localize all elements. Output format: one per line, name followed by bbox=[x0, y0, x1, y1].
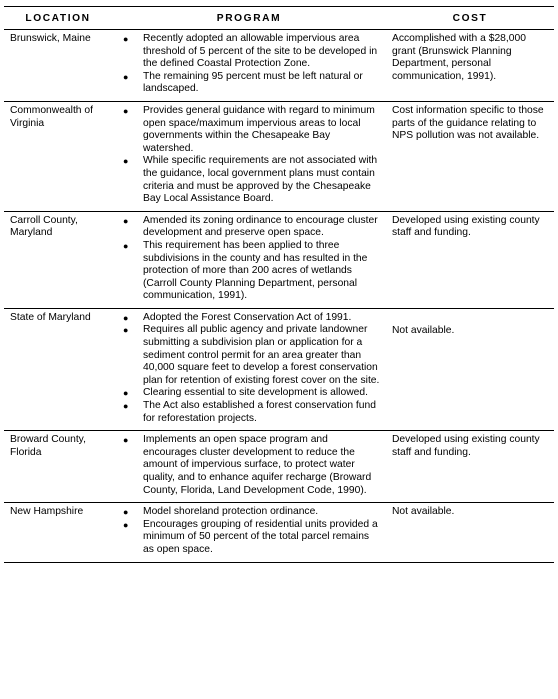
cost-cell: Developed using existing county staff and funding. bbox=[386, 211, 554, 308]
table-row bbox=[4, 101, 554, 211]
cost-cell: Accomplished with a $28,000 grant (Brunswick Planning Department, personal communication, 1991). bbox=[392, 33, 526, 82]
header-location: LOCATION bbox=[4, 7, 112, 30]
program-item-text: Recently adopted an allowable impervious area threshold of 5 percent of the site to be developed in the defined Coastal Protection Zone. bbox=[143, 33, 378, 70]
bullet-icon: ● bbox=[123, 240, 129, 251]
program-item-text: Implements an open space program and encourages cluster development to reduce the amount of impervious surface, to protect water quality, and to enhance aquifer recharge (Broward County, Florida, Land Development Code, 1990). bbox=[143, 434, 372, 496]
program-item-text: Requires all public agency and private landowner submitting a subdivision plan or application for a sediment control permit for an area greater than 40,000 square feet to develop a forest conservation plan for retention of existing forest cover on the site. bbox=[143, 324, 380, 386]
program-item-text: The Act also established a forest conservation fund for reforestation projects. bbox=[143, 400, 376, 424]
cost-cell: Not available. bbox=[386, 503, 554, 562]
bullet-icon: ● bbox=[123, 215, 129, 226]
table-body bbox=[4, 30, 554, 563]
table-row bbox=[4, 308, 554, 430]
bullet-icon: ● bbox=[123, 401, 129, 412]
list-item bbox=[112, 400, 382, 425]
program-item-text: Provides general guidance with regard to minimum open space/maximum impervious areas to local governments within the Chesapeake Bay watershed. bbox=[143, 104, 375, 154]
list-item bbox=[112, 215, 382, 240]
program-cell bbox=[112, 211, 386, 308]
location-cell: Broward County, Florida bbox=[4, 431, 112, 503]
table-row bbox=[4, 30, 554, 102]
bullet-icon: ● bbox=[123, 34, 129, 44]
program-item-text: Model shoreland protection ordinance. bbox=[143, 506, 319, 518]
bullet-icon: ● bbox=[123, 519, 129, 530]
program-list bbox=[112, 105, 382, 206]
list-item bbox=[112, 324, 382, 387]
program-list bbox=[112, 215, 382, 303]
bullet-icon: ● bbox=[123, 312, 129, 323]
bullet-icon: ● bbox=[123, 388, 129, 399]
location-cell: Carroll County, Maryland bbox=[4, 211, 112, 308]
program-table bbox=[4, 6, 554, 563]
program-cell bbox=[112, 308, 386, 430]
program-cell bbox=[112, 30, 386, 102]
program-list bbox=[112, 434, 382, 497]
table-row bbox=[4, 503, 554, 562]
header-program: PROGRAM bbox=[112, 7, 386, 30]
location-cell: New Hampshire bbox=[4, 503, 112, 562]
bullet-icon: ● bbox=[123, 507, 129, 518]
program-item-text: Clearing essential to site development is allowed. bbox=[143, 387, 368, 399]
program-cell bbox=[112, 503, 386, 562]
program-item-text: Amended its zoning ordinance to encourage cluster development and preserve open space. bbox=[143, 214, 378, 239]
list-item bbox=[112, 506, 382, 519]
list-item bbox=[112, 33, 382, 71]
bullet-icon: ● bbox=[123, 71, 129, 82]
program-cell bbox=[112, 101, 386, 211]
list-item bbox=[112, 240, 382, 303]
list-item bbox=[112, 312, 382, 325]
list-item bbox=[112, 434, 382, 497]
list-item bbox=[112, 519, 382, 557]
program-item-text: The remaining 95 percent must be left natural or landscaped. bbox=[143, 70, 363, 95]
list-item bbox=[112, 387, 382, 400]
table-row bbox=[4, 211, 554, 308]
table-row bbox=[4, 431, 554, 503]
program-item-text: This requirement has been applied to three subdivisions in the county and has resulted in the protection of more than 200 acres of wetlands (Carroll County Planning Department, personal communication, 1991). bbox=[143, 239, 368, 302]
header-cost: COST bbox=[386, 7, 554, 30]
bullet-icon: ● bbox=[123, 325, 129, 336]
bullet-icon: ● bbox=[123, 156, 129, 167]
location-cell: Commonwealth of Virginia bbox=[4, 101, 112, 211]
location-cell: Brunswick, Maine bbox=[10, 33, 91, 44]
list-item bbox=[112, 155, 382, 205]
location-cell: State of Maryland bbox=[4, 308, 112, 430]
program-cell bbox=[112, 431, 386, 503]
bullet-icon: ● bbox=[123, 105, 129, 116]
program-item-text: Encourages grouping of residential units provided a minimum of 50 percent of the total parcel remains as open space. bbox=[143, 518, 378, 555]
program-list bbox=[112, 506, 382, 556]
list-item bbox=[112, 71, 382, 96]
header-row bbox=[4, 7, 554, 30]
program-item-text: While specific requirements are not associated with the guidance, local government plans must contain criteria and must be approved by the Chesapeake Bay Local Assistance Board. bbox=[143, 155, 378, 205]
program-item-text: Adopted the Forest Conservation Act of 1991. bbox=[143, 311, 352, 323]
bullet-icon: ● bbox=[123, 435, 129, 446]
cost-cell: Developed using existing county staff and funding. bbox=[386, 431, 554, 503]
program-list bbox=[112, 312, 382, 425]
cost-cell: Not available. bbox=[386, 308, 554, 430]
program-list bbox=[112, 33, 382, 96]
cost-cell: Cost information specific to those parts of the guidance relating to NPS pollution was not available. bbox=[386, 101, 554, 211]
list-item bbox=[112, 105, 382, 155]
